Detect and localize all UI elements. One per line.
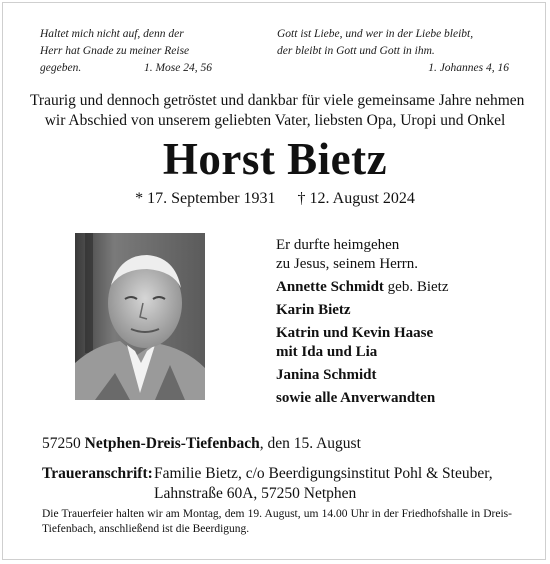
funeral-note: Die Trauerfeier halten wir am Montag, dem 19. August, um 14.00 Uhr in der Friedhofshalle in Dreis-Tiefenbach, anschließend ist die Beerdigung. bbox=[42, 508, 512, 535]
death-date: † 12. August 2024 bbox=[297, 190, 415, 207]
verse-right-line: der bleibt in Gott und Gott in ihm. bbox=[277, 45, 435, 57]
address-label-spacer bbox=[42, 484, 154, 504]
bible-verse-right bbox=[277, 26, 509, 77]
portrait-photo bbox=[75, 233, 205, 400]
life-dates bbox=[0, 189, 550, 209]
address-line-1: Familie Bietz, c/o Beerdigungsinstitut Pohl & Steuber, bbox=[154, 465, 493, 482]
intro-line-1: Traurig und dennoch getröstet und dankbar für viele gemeinsame Jahre nehmen bbox=[30, 92, 525, 109]
family-list bbox=[276, 236, 449, 408]
address-line-2: Lahnstraße 60A, 57250 Netphen bbox=[154, 485, 357, 502]
family-member: sowie alle Anverwandten bbox=[276, 390, 436, 406]
family-member-suffix: geb. Bietz bbox=[383, 279, 449, 295]
place-zip: 57250 bbox=[42, 435, 85, 452]
verse-right-reference: 1. Johannes 4, 16 bbox=[428, 62, 509, 74]
family-member: Karin Bietz bbox=[276, 302, 351, 318]
portrait-photo-icon bbox=[75, 233, 205, 400]
verse-right-line: Gott ist Liebe, und wer in der Liebe bleibt, bbox=[277, 28, 474, 40]
birth-date: * 17. September 1931 bbox=[135, 190, 276, 207]
family-member-name: Annette Schmidt bbox=[276, 279, 384, 295]
place-and-date bbox=[42, 434, 361, 454]
place-date: , den 15. August bbox=[259, 435, 361, 452]
address-row bbox=[42, 484, 493, 504]
verse-left-last-row bbox=[40, 60, 212, 77]
deceased-name: Horst Bietz bbox=[162, 134, 388, 184]
family-member: Janina Schmidt bbox=[276, 367, 377, 383]
address-row bbox=[42, 464, 493, 484]
bible-verse-left bbox=[40, 26, 212, 77]
family-member-continued: mit Ida und Lia bbox=[276, 344, 378, 360]
verse-left-line: Herr hat Gnade zu meiner Reise bbox=[40, 45, 190, 57]
family-member bbox=[276, 278, 449, 297]
family-member: Katrin und Kevin Haase bbox=[276, 325, 434, 341]
verse-left-reference: 1. Mose 24, 56 bbox=[143, 62, 212, 74]
family-intro-line: zu Jesus, seinem Herrn. bbox=[276, 256, 419, 272]
mourning-address bbox=[42, 464, 493, 504]
family-intro-line: Er durfte heimgehen bbox=[276, 237, 400, 253]
intro-text bbox=[30, 91, 525, 131]
place-town: Netphen-Dreis-Tiefenbach bbox=[84, 435, 260, 452]
address-label: Traueranschrift: bbox=[42, 465, 153, 482]
intro-line-2: wir Abschied von unserem geliebten Vater, liebsten Opa, Uropi und Onkel bbox=[44, 112, 506, 129]
verse-left-line: Haltet mich nicht auf, denn der bbox=[40, 28, 184, 40]
verse-right-ref-row bbox=[277, 60, 509, 77]
verse-left-line-end: gegeben. bbox=[40, 62, 82, 74]
